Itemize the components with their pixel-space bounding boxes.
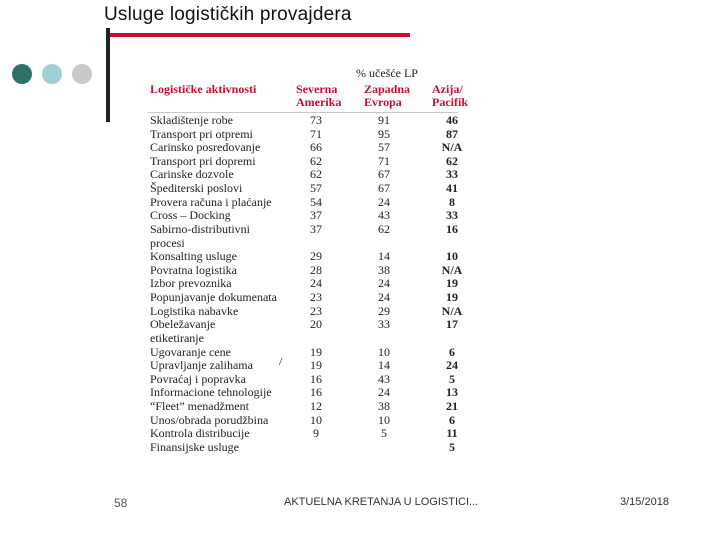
activity-name: Provera računa i plaćanje (150, 194, 272, 209)
value-north-america: 9 (313, 426, 319, 441)
value-western-europe: 67 (378, 181, 390, 196)
value-asia-pacific: 33 (446, 167, 458, 182)
value-north-america: 28 (310, 262, 322, 277)
activity-name: Ugovaranje cene (150, 344, 231, 359)
table-row (150, 414, 480, 428)
table-row (150, 291, 480, 305)
table-row (150, 427, 480, 441)
table-row (150, 223, 480, 237)
activity-name: Logistika nabavke (150, 303, 239, 318)
column-header-western-europe: Zapadna Evropa (364, 82, 411, 109)
value-western-europe: 43 (378, 371, 390, 386)
activity-name: Povratna logistika (150, 262, 237, 277)
activity-name: Transport pri dopremi (150, 153, 256, 168)
value-western-europe: 14 (378, 249, 390, 264)
value-asia-pacific: N/A (441, 140, 463, 155)
value-north-america: 29 (310, 249, 322, 264)
activity-name: Obeležavanje (150, 317, 216, 332)
table-row (150, 332, 480, 346)
title-underline-bar (108, 33, 410, 37)
value-asia-pacific: 19 (446, 276, 458, 291)
column-header-asia-pacific: Azija/ Pacifik (432, 82, 468, 109)
activity-name: “Fleet” menadžment (150, 399, 249, 414)
activity-name: Finansijske usluge (150, 439, 239, 454)
value-asia-pacific: 8 (449, 194, 455, 209)
table-row (150, 441, 480, 455)
value-western-europe: 24 (378, 290, 390, 305)
column-header-activities: Logističke aktivnosti (150, 82, 257, 96)
table-row (150, 386, 480, 400)
value-north-america: 19 (310, 358, 322, 373)
value-north-america: 54 (310, 194, 322, 209)
table-row (150, 155, 480, 169)
value-asia-pacific: 87 (446, 126, 458, 141)
decorative-dot-teal (12, 64, 32, 84)
value-asia-pacific: 16 (446, 221, 458, 236)
table-row (150, 168, 480, 182)
value-asia-pacific: 19 (446, 290, 458, 305)
activity-name: Konsalting usluge (150, 249, 237, 264)
value-asia-pacific: 21 (446, 399, 458, 414)
table-row (150, 182, 480, 196)
page-number: 58 (114, 496, 128, 510)
value-western-europe: 67 (378, 167, 390, 182)
value-western-europe: 62 (378, 221, 390, 236)
value-north-america: 66 (310, 140, 322, 155)
value-north-america: 24 (310, 276, 322, 291)
table-row (150, 305, 480, 319)
table-row (150, 359, 480, 373)
table-row (150, 209, 480, 223)
activity-name: Carinsko posredovanje (150, 140, 261, 155)
value-western-europe: 10 (378, 412, 390, 427)
value-western-europe: 71 (378, 153, 390, 168)
activity-name: Izbor prevoznika (150, 276, 232, 291)
value-western-europe: 38 (378, 399, 390, 414)
activity-name: Unos/obrada porudžbina (150, 412, 269, 427)
decorative-dot-light-blue (42, 64, 62, 84)
value-western-europe: 33 (378, 317, 390, 332)
value-north-america: 23 (310, 303, 322, 318)
value-north-america: 16 (310, 385, 322, 400)
value-western-europe: 91 (378, 113, 390, 127)
table-row (150, 318, 480, 332)
activity-name: Informacione tehnologije (150, 385, 272, 400)
value-asia-pacific: 62 (446, 153, 458, 168)
value-western-europe: 57 (378, 140, 390, 155)
activity-name: Transport pri otpremi (150, 126, 253, 141)
footer-text: AKTUELNA KRETANJA U LOGISTICI... (284, 496, 479, 508)
value-north-america: 10 (310, 412, 322, 427)
table-row (150, 141, 480, 155)
value-western-europe: 24 (378, 194, 390, 209)
value-asia-pacific: 33 (446, 208, 458, 223)
column-header-north-america: Severna Amerika (296, 82, 342, 109)
value-north-america: 71 (310, 126, 322, 141)
table-row (150, 346, 480, 360)
value-asia-pacific: 6 (449, 412, 455, 427)
value-north-america: 12 (310, 399, 322, 414)
activity-name: etiketiranje (150, 330, 204, 345)
slide-title: Usluge logističkih provajdera (104, 4, 352, 25)
value-asia-pacific: N/A (441, 262, 463, 277)
value-asia-pacific: 5 (449, 371, 455, 386)
activity-name: Popunjavanje dokumenata (150, 290, 277, 305)
activity-name: Špediterski poslovi (150, 181, 243, 196)
value-asia-pacific: 13 (446, 385, 458, 400)
value-north-america: 37 (310, 221, 322, 236)
value-north-america: 62 (310, 167, 322, 182)
table-row (150, 400, 480, 414)
value-asia-pacific: 46 (446, 113, 458, 127)
activity-name: Carinske dozvole (150, 167, 234, 182)
activity-name: Cross – Docking (150, 208, 231, 223)
value-north-america: 19 (310, 344, 322, 359)
value-western-europe: 14 (378, 358, 390, 373)
value-western-europe: 95 (378, 126, 390, 141)
value-asia-pacific: 6 (449, 344, 455, 359)
decorative-dot-gray (72, 64, 92, 84)
table-row (150, 237, 480, 251)
value-asia-pacific: 10 (446, 249, 458, 264)
logistics-table (118, 62, 483, 517)
value-western-europe: 29 (378, 303, 390, 318)
value-asia-pacific: 11 (446, 426, 458, 441)
table-row (150, 128, 480, 142)
value-north-america: 16 (310, 371, 322, 386)
value-asia-pacific: 5 (449, 439, 455, 454)
value-asia-pacific: N/A (441, 303, 463, 318)
percent-share-label: % učešće LP (356, 66, 418, 80)
value-north-america: 73 (310, 113, 322, 127)
value-western-europe: 5 (381, 426, 387, 441)
value-western-europe: 24 (378, 276, 390, 291)
value-north-america: 20 (310, 317, 322, 332)
value-north-america: 37 (310, 208, 322, 223)
activity-name: procesi (150, 235, 185, 250)
value-western-europe: 24 (378, 385, 390, 400)
value-north-america: 62 (310, 153, 322, 168)
table-row (150, 277, 480, 291)
stray-slash-mark: / (279, 354, 283, 368)
table-row (150, 114, 480, 128)
value-western-europe: 43 (378, 208, 390, 223)
activity-name: Skladištenje robe (150, 113, 233, 127)
title-vertical-bar (106, 28, 110, 122)
activity-name: Upravljanje zalihama (150, 358, 253, 373)
value-western-europe: 38 (378, 262, 390, 277)
activity-name: Sabirno-distributivni (150, 221, 250, 236)
table-row (150, 264, 480, 278)
value-western-europe: 10 (378, 344, 390, 359)
value-asia-pacific: 41 (446, 181, 458, 196)
table-row (150, 250, 480, 264)
footer-date: 3/15/2018 (620, 496, 669, 508)
value-asia-pacific: 17 (446, 317, 458, 332)
table-row (150, 196, 480, 210)
value-asia-pacific: 24 (446, 358, 458, 373)
activity-name: Kontrola distribucije (150, 426, 250, 441)
activity-name: Povraćaj i popravka (150, 371, 246, 386)
value-north-america: 23 (310, 290, 322, 305)
table-row (150, 373, 480, 387)
value-north-america: 57 (310, 181, 322, 196)
